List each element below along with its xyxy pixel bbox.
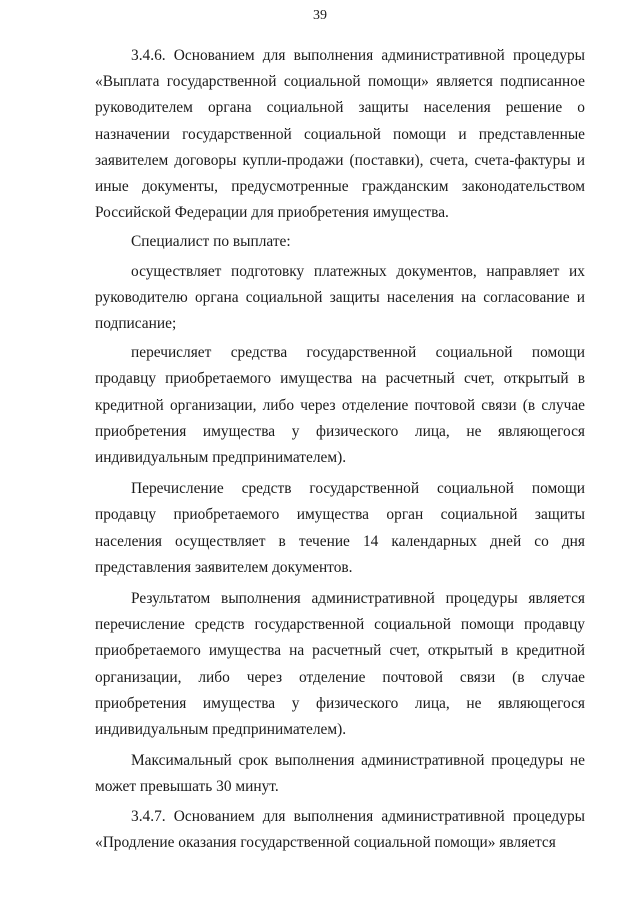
- paragraph-prepares-documents: осуществляет подготовку платежных документов, направляет их руководителю органа социальной защиты населения на согласование и подписание;: [95, 262, 585, 333]
- paragraph-payment-specialist: Специалист по выплате:: [131, 233, 291, 251]
- paragraph-transfer-term: Перечисление средств государственной социальной помощи продавцу приобретаемого имущества орган социальной защиты населения осуществляет в течение 14 календарных дней со дня представления заявителем документов.: [95, 480, 585, 576]
- paragraph-max-duration: Максимальный срок выполнения административной процедуры не может превышать 30 минут.: [95, 752, 585, 796]
- page-number: 39: [313, 8, 327, 23]
- paragraph-3-4-7: 3.4.7. Основанием для выполнения административной процедуры «Продление оказания государственной социальной помощи» является: [95, 807, 585, 851]
- paragraph-transfers-funds: перечисляет средства государственной социальной помощи продавцу приобретаемого имущества на расчетный счет, открытый в кредитной организации, либо через отделение почтовой связи (в случае приобретения имущества у физического лица, не являющегося индивидуальным предпринимателем).: [95, 344, 585, 467]
- paragraph-procedure-result: Результатом выполнения административной процедуры является перечисление средств государственной социальной помощи продавцу приобретаемого имущества на расчетный счет, открытый в кредитной организации, либо через отделение почтовой связи (в случае приобретения имущества у физического лица, не являющегося индивидуальным предпринимателем).: [95, 590, 585, 739]
- document-body: [95, 43, 585, 856]
- paragraph-3-4-6: 3.4.6. Основанием для выполнения административной процедуры «Выплата государственной социальной помощи» является подписанное руководителем органа социальной защиты населения решение о назначении государственной социальной помощи и представленные заявителем договоры купли-продажи (поставки), счета, счета-фактуры и иные документы, предусмотренные гражданским законодательством Российской Федерации для приобретения имущества.: [95, 47, 585, 222]
